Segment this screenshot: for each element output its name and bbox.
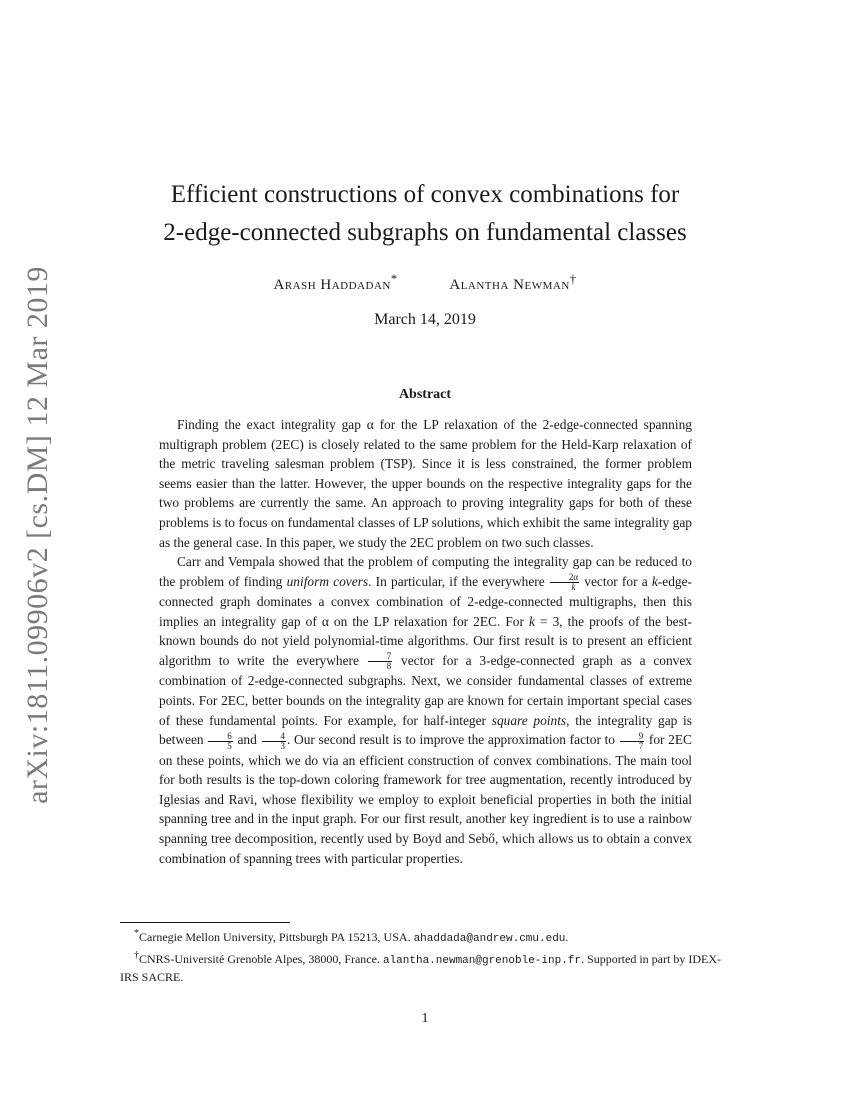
- author-footnote-mark: *: [390, 272, 398, 286]
- fraction-6-over-5: $\frac{6}{5}$: [208, 732, 233, 751]
- fraction-2alpha-over-k: $\frac{2\alpha}{k}$: [550, 573, 579, 592]
- footnote-divider: [120, 922, 290, 923]
- footnote-2: †CNRS-Université Grenoble Alpes, 38000, France. alantha.newman@grenoble-inp.fr. Supported in part by IDEX-IRS SACRE.: [120, 949, 721, 984]
- emphasis-uniform-covers: uniform covers: [286, 573, 369, 589]
- footnote-1: *Carnegie Mellon University, Pittsburgh PA 15213, USA. ahaddada@andrew.cmu.edu.: [134, 928, 569, 945]
- author-list: [100, 272, 750, 294]
- email-newman[interactable]: alantha.newman@grenoble-inp.fr: [382, 954, 582, 967]
- emphasis-square-points: square points: [491, 712, 567, 728]
- fraction-7-over-8: $\frac{7}{8}$: [368, 652, 393, 671]
- author-footnote-mark: †: [569, 272, 577, 286]
- author-newman: Alantha Newman†: [449, 272, 577, 293]
- paper-title-line-2: 2-edge-connected subgraphs on fundamental classes: [163, 219, 687, 246]
- fraction-9-over-7: $\frac{9}{7}$: [620, 732, 645, 751]
- abstract-body: [159, 415, 692, 868]
- arxiv-sidebar-stamp: [8, 266, 68, 804]
- arxiv-identifier: arXiv:1811.09906v2 [cs.DM] 12 Mar 2019: [21, 266, 54, 804]
- page-number: 1: [421, 1011, 429, 1026]
- abstract-paragraph-2: Carr and Vempala showed that the problem of computing the integrality gap can be reduced to the problem of finding uniform covers. In particular, if the everywhere $\frac{2\alpha}{k}$ vector for a k-edge-connected graph dominates a convex combination of 2-edge-connected multigraphs, then this implies an integrality gap of α on the LP relaxation for 2EC. For k = 3, the proofs of the best-known bounds do not yield polynomial-time algorithms. Our first result is to present an efficient algorithm to write the everywhere $\frac{7}{8}$ vector for a 3-edge-connected graph as a convex combination of 2-edge-connected subgraphs. Next, we consider fundamental classes of extreme points. For 2EC, better bounds on the integrality gap are known for certain important special cases of these fundamental points. For example, for half-integer square points, the integrality gap is between $\frac{6}{5}$ and $\frac{4}{3}$ . Our second result is to improve the approximation factor to $\frac{9}{7}$ for 2EC on these points, which we do via an efficient construction of convex combinations. The main tool for both results is the top-down coloring framework for tree augmentation, recently introduced by Iglesias and Ravi, whose flexibility we employ to exploit beneficial properties in both the initial spanning tree and in the input graph. For our first result, another key ingredient is to use a rainbow spanning tree decomposition, recently used by Boyd and Sebő, which allows us to obtain a convex combination of spanning trees with particular properties.: [159, 554, 692, 866]
- paper-title-line-1: Efficient constructions of convex combinations for: [170, 181, 680, 208]
- fraction-4-over-3: $\frac{4}{3}$: [262, 732, 287, 751]
- author-haddadan: Arash Haddadan*: [273, 272, 398, 293]
- footnotes: [120, 926, 732, 986]
- abstract-paragraph-1: Finding the exact integrality gap α for the LP relaxation of the 2-edge-connected spanning multigraph problem (2EC) is closely related to the same problem for the Held-Karp relaxation of the metric traveling salesman problem (TSP). Since it is less constrained, the former problem seems easier than the latter. However, the upper bounds on the respective integrality gaps for the two problems are currently the same. An approach to proving integrality gaps for both of these problems is to focus on fundamental classes of LP solutions, which exhibit the same integrality gap as the general case. In this paper, we study the 2EC problem on two such classes.: [159, 417, 692, 550]
- email-haddadan[interactable]: ahaddada@andrew.cmu.edu: [413, 933, 566, 945]
- paper-date: March 14, 2019: [374, 311, 476, 328]
- abstract-heading: Abstract: [398, 387, 452, 402]
